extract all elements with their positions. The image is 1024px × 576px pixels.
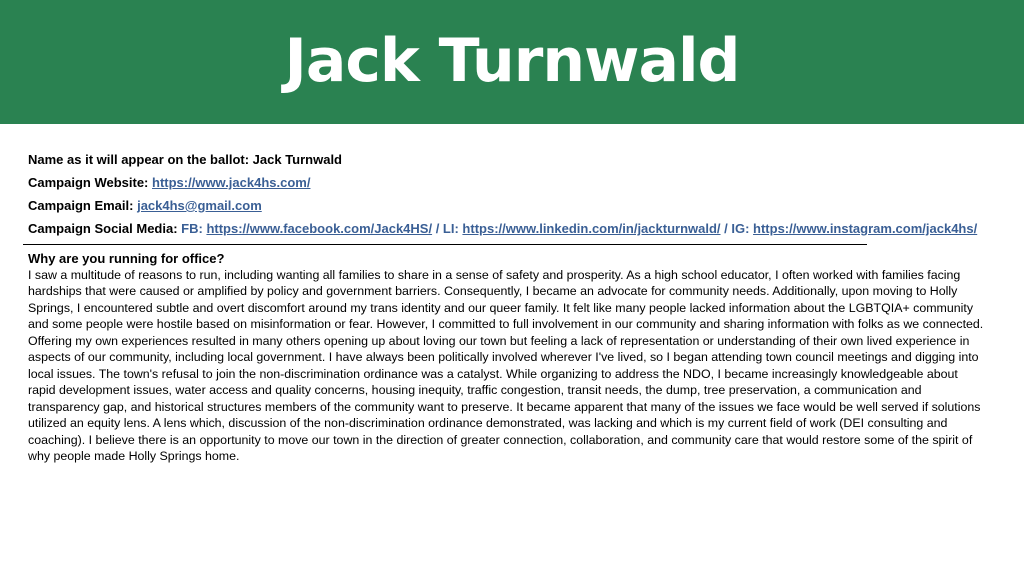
linkedin-prefix: / LI:	[432, 221, 463, 236]
social-media-label: Campaign Social Media:	[28, 221, 182, 236]
email-link[interactable]: jack4hs@gmail.com	[137, 198, 262, 213]
section-divider	[23, 244, 867, 245]
website-link[interactable]: https://www.jack4hs.com/	[152, 175, 311, 190]
page-title: Jack Turnwald	[284, 26, 740, 96]
ballot-name-value: Jack Turnwald	[252, 152, 342, 167]
question-answer: I saw a multitude of reasons to run, including wanting all families to share in a sense of safety and prosperity. As a high school educator, I often worked with families facing hardships that were caused or amplified by policy and government barriers. Consequently, I became an advocate for community needs. Additionally, upon moving to Holly Springs, I encountered subtle and overt discomfort around my trans identity and our queer family. It felt like many people lacked information about the LGBTQIA+ community and some people were hostile based on misinformation or fear. However, I committed to full involvement in our community and sharing information with folks as we connected. Offering my own experiences resulted in many others opening up about loving our town but feeling a lack of representation or understanding of their own lived experience in aspects of our community, including local government. I have always been politically involved wherever I've lived, so I began attending town council meetings and digging into local issues. The town's refusal to join the non-discrimination ordinance was a catalyst. While organizing to address the NDO, I became increasingly knowledgeable about rapid development issues, water access and quality concerns, housing inequity, traffic congestion, transit needs, the dump, tree preservation, a communication and transparency gap, and historical structures members of the community want to preserve. It became apparent that many of the issues we face would be well served if solutions utilized an equity lens. A lens which, discussion of the non-discrimination ordinance demonstrated, was lacking and which is my current field of work (DEI consulting and coaching). I believe there is an opportunity to move our town in the direction of greater connection, collaboration, and community care that would restore some of the spirit of why people made Holly Springs home.	[28, 268, 984, 463]
linkedin-link[interactable]: https://www.linkedin.com/in/jackturnwald/	[462, 221, 721, 236]
social-media-row	[28, 221, 992, 236]
ballot-name-row	[28, 152, 992, 167]
question-heading: Why are you running for office?	[28, 251, 225, 266]
ballot-name-label: Name as it will appear on the ballot:	[28, 152, 253, 167]
website-row	[28, 175, 992, 190]
instagram-prefix: / IG:	[720, 221, 754, 236]
instagram-link[interactable]: https://www.instagram.com/jack4hs/	[753, 221, 978, 236]
facebook-prefix: FB:	[181, 221, 207, 236]
facebook-link[interactable]: https://www.facebook.com/Jack4HS/	[206, 221, 433, 236]
header-banner	[0, 0, 1024, 124]
candidate-info	[28, 152, 992, 464]
email-row	[28, 198, 992, 213]
email-label: Campaign Email:	[28, 198, 138, 213]
website-label: Campaign Website:	[28, 175, 153, 190]
